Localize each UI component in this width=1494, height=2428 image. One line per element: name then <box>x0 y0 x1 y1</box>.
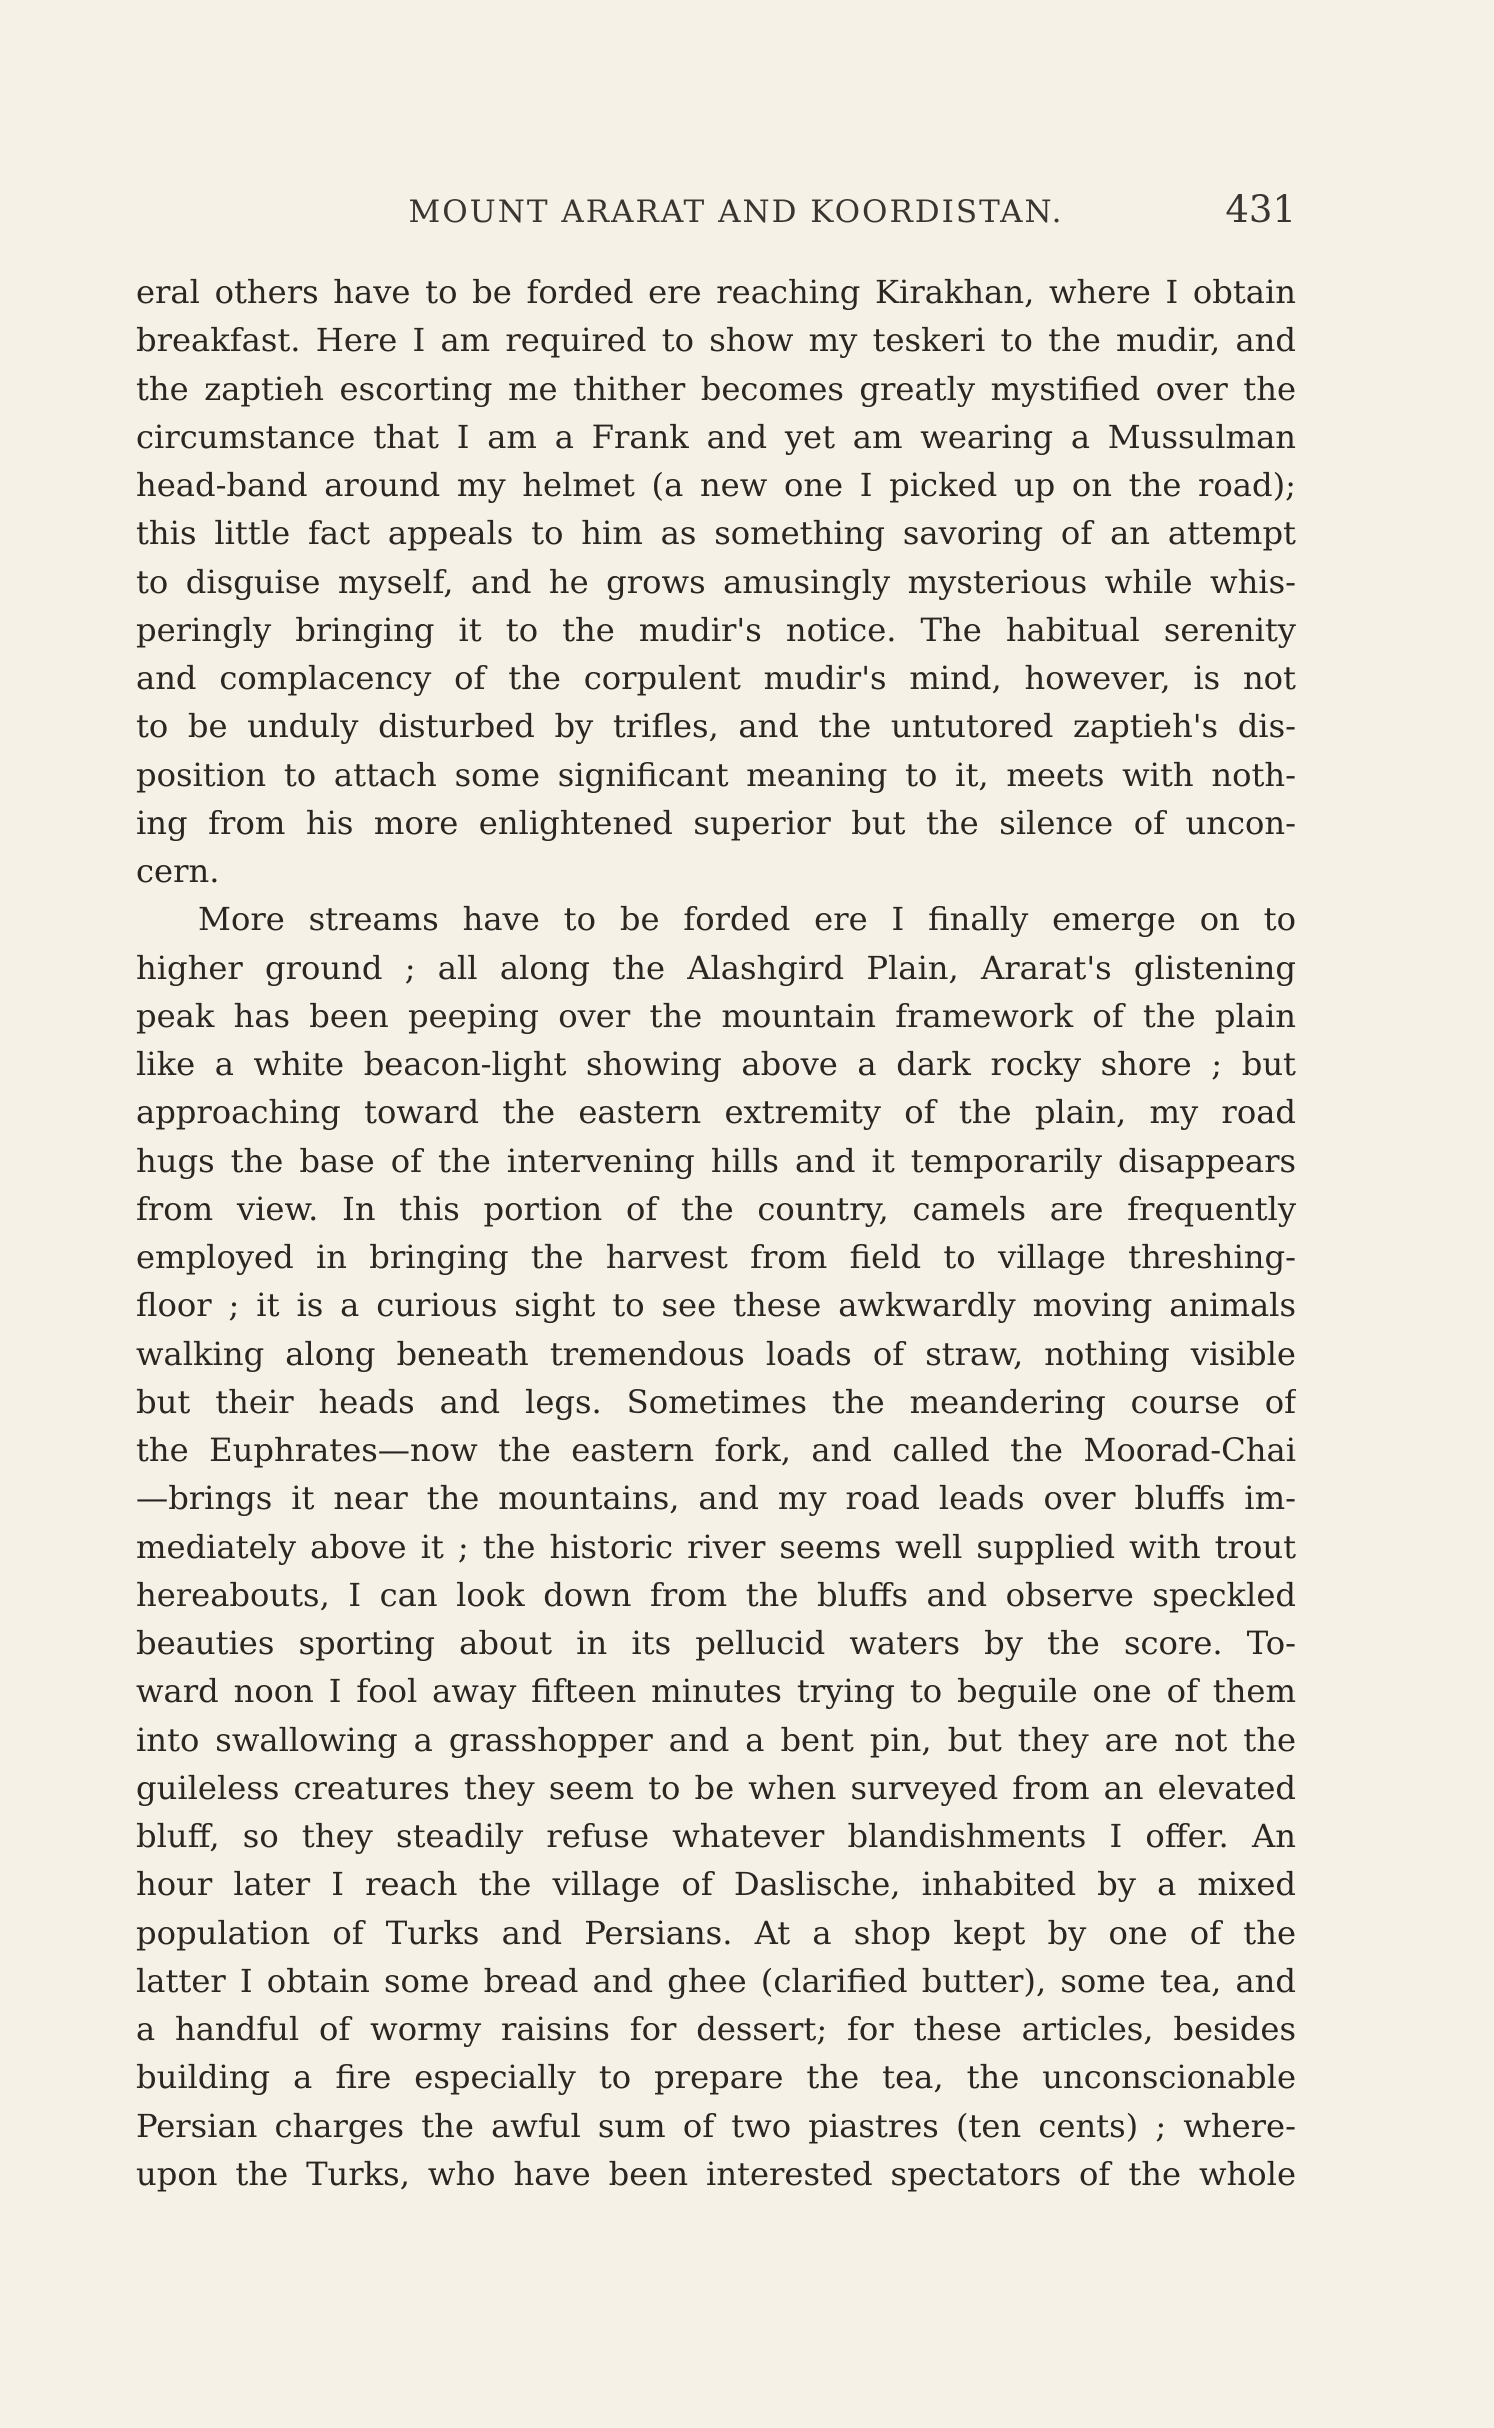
text-line: a handful of wormy raisins for dessert; for these articles, besides <box>136 2010 1296 2048</box>
text-line: hereabouts, I can look down from the bluffs and observe speckled <box>136 1575 1296 1614</box>
text-line: guileless creatures they seem to be when surveyed from an elevated <box>136 1768 1296 1807</box>
text-line: Persian charges the awful sum of two piastres (ten cents) ; where- <box>136 2106 1296 2145</box>
text-line: —brings it near the mountains, and my road leads over bluffs im- <box>136 1479 1296 1518</box>
text-line: higher ground ; all along the Alashgird Plain, Ararat's glistening <box>136 948 1296 987</box>
text-line: this little fact appeals to him as something savoring of an attempt <box>136 514 1296 553</box>
text-line: peringly bringing it to the mudir's notice. The habitual serenity <box>136 610 1296 649</box>
text-line: peak has been peeping over the mountain framework of the plain <box>136 996 1296 1035</box>
text-line: population of Turks and Persians. At a shop kept by one of the <box>136 1913 1296 1952</box>
text-line: employed in bringing the harvest from field to village threshing- <box>136 1238 1296 1276</box>
text-line: approaching toward the eastern extremity of the plain, my road <box>136 1093 1296 1132</box>
text-line: to be unduly disturbed by trifles, and the untutored zaptieh's dis- <box>136 707 1296 746</box>
text-line: like a white beacon-light showing above a dark rocky shore ; but <box>136 1045 1296 1083</box>
text-line: building a fire especially to prepare the tea, the unconscionable <box>136 2058 1296 2097</box>
text-line: position to attach some significant meaning to it, meets with noth- <box>136 755 1296 794</box>
text-line: and complacency of the corpulent mudir's mind, however, is not <box>136 659 1296 697</box>
text-line: hugs the base of the intervening hills and it temporarily disappears <box>136 1141 1296 1180</box>
text-line: to disguise myself, and he grows amusingly mysterious while whis- <box>136 562 1296 601</box>
text-line: latter I obtain some bread and ghee (clarified butter), some tea, and <box>136 1961 1296 2000</box>
text-line: the zaptieh escorting me thither becomes greatly mystified over the <box>136 369 1296 408</box>
text-line: but their heads and legs. Sometimes the meandering course of <box>136 1382 1296 1421</box>
running-head <box>136 188 1296 238</box>
text-line: walking along beneath tremendous loads of straw, nothing visible <box>136 1334 1296 1373</box>
text-line: ward noon I fool away fifteen minutes trying to beguile one of them <box>136 1672 1296 1711</box>
text-line: upon the Turks, who have been interested spectators of the whole <box>136 2154 1296 2193</box>
text-line: mediately above it ; the historic river seems well supplied with trout <box>136 1527 1296 1566</box>
text-line: from view. In this portion of the country, camels are frequently <box>136 1189 1296 1228</box>
text-line: ing from his more enlightened superior but the silence of uncon- <box>136 803 1296 842</box>
text-line: cern. <box>136 852 220 890</box>
body-text <box>136 268 1296 2198</box>
text-line: hour later I reach the village of Daslische, inhabited by a mixed <box>136 1865 1296 1904</box>
paragraph-start-line: More streams have to be forded ere I finally emerge on to <box>198 900 1296 939</box>
text-line: circumstance that I am a Frank and yet am wearing a Mussulman <box>136 417 1296 456</box>
text-line: the Euphrates—now the eastern fork, and called the Moorad-Chai <box>136 1431 1296 1469</box>
text-line: beauties sporting about in its pellucid waters by the score. To- <box>136 1624 1296 1662</box>
text-line: breakfast. Here I am required to show my teskeri to the mudir, and <box>136 321 1296 360</box>
text-line: head-band around my helmet (a new one I picked up on the road); <box>136 466 1296 504</box>
page-number: 431 <box>1225 188 1296 231</box>
text-line: into swallowing a grasshopper and a bent pin, but they are not the <box>136 1720 1296 1759</box>
text-line: eral others have to be forded ere reaching Kirakhan, where I obtain <box>136 273 1296 311</box>
running-title: MOUNT ARARAT AND KOORDISTAN. <box>408 194 1064 230</box>
text-line: floor ; it is a curious sight to see these awkwardly moving animals <box>136 1286 1296 1325</box>
text-line: bluff, so they steadily refuse whatever blandishments I offer. An <box>136 1817 1296 1855</box>
